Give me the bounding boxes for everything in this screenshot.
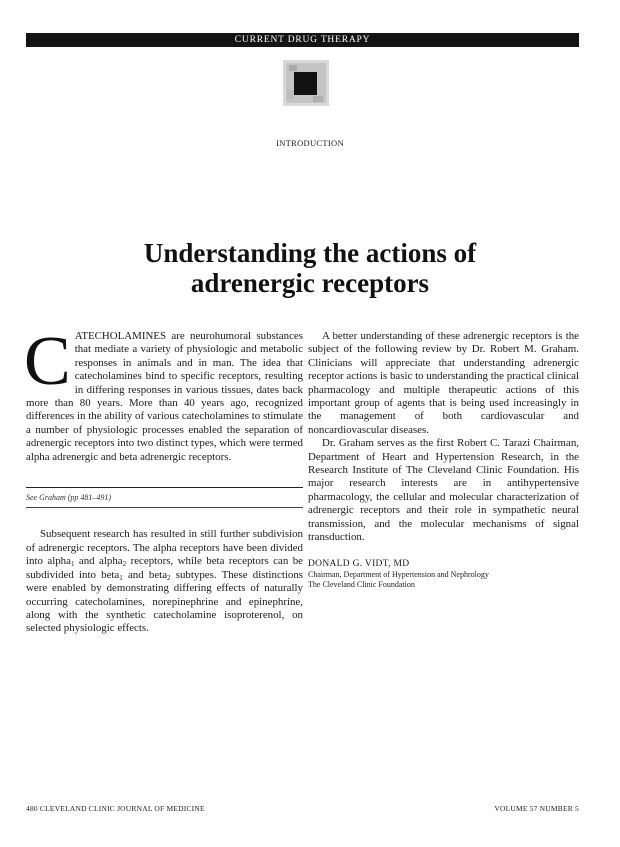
p2-part-b: and alpha xyxy=(74,555,123,568)
p2-subscript: 2 xyxy=(167,573,171,582)
paragraph-2 xyxy=(26,528,303,635)
p2-part-a: Subsequent research has resulted in still further subdivision of adrenergic receptors. The alpha receptors have been divided into alpha xyxy=(26,528,303,568)
footer-volume: VOLUME 57 NUMBER 5 xyxy=(494,804,579,813)
author-title: Chairman, Department of Hypertension and Nephrology xyxy=(308,569,489,579)
title-line-2: adrenergic receptors xyxy=(190,268,430,298)
paragraph-4: Dr. Graham serves as the first Robert C. Tarazi Chairman, Department of Heart and Hypertension Research, in the Research Institute of The Cleveland Clinic Foundation. His major research interests are in antihypertensive pharmacology, the cellular and molecular characterization of adrenergic receptors and their role in sympathetic neural transmission, and the molecular mechanisms of signal transduction. xyxy=(308,437,579,544)
paragraph-1 xyxy=(24,323,303,464)
right-column xyxy=(308,330,579,590)
title-line-1: Understanding the actions of xyxy=(143,238,477,268)
p2-subscript: 1 xyxy=(70,560,75,569)
paragraph-1-text: ATECHOLAMINES are neurohumoral substances that mediate a variety of physiologic and metabolic responses in animals and in man. The idea that catecholamines bind to specific receptors, resulting in differing responses in various tissues, dates back more than 80 years. More than 40 years ago, recognized differences in the ability of various catecholamines to stimulate a number of physiologic processes enabled the separation of adrenergic receptors into two distinct types, which were termed alpha adrenergic and beta adrenergic receptors. xyxy=(26,330,303,463)
journal-logo-icon xyxy=(283,60,329,106)
p2-part-e: subtypes. These distinctions were enabled by demonstrating differing effects of naturally occurring catecholamines, norepinephrine and epinephrine, along with the synthetic catecholamine isoproterenol, on selected physiologic effects. xyxy=(26,568,304,635)
p2-part-d: and beta xyxy=(122,568,168,581)
p2-subscript: 2 xyxy=(122,560,127,569)
author-name: DONALD G. VIDT, MD xyxy=(308,558,410,569)
section-label: INTRODUCTION xyxy=(276,138,344,148)
p2-subscript: 1 xyxy=(119,573,123,582)
paragraph-3: A better understanding of these adrenergic receptors is the subject of the following review by Dr. Robert M. Graham. Clinicians will appreciate that understanding adrenergic receptor actions is basic to understanding the practical clinical pharmacology and multiple therapeutic actions of this important group of agents that is being used increasingly in the management of both cardiovascular and noncardiovascular diseases. xyxy=(308,330,579,436)
left-column xyxy=(24,323,304,636)
drop-cap: C xyxy=(24,323,71,400)
see-also-text: See Graham (pp 481–491) xyxy=(26,493,112,503)
article-title xyxy=(60,238,560,298)
author-organization: The Cleveland Clinic Foundation xyxy=(308,579,415,589)
section-banner: CURRENT DRUG THERAPY xyxy=(26,33,579,47)
footer-journal: 480 CLEVELAND CLINIC JOURNAL OF MEDICINE xyxy=(26,804,205,813)
p2-part-c: receptors, while beta receptors can be subdivided into beta xyxy=(26,555,303,581)
see-also-reference[interactable] xyxy=(26,487,303,508)
divider xyxy=(26,507,303,508)
